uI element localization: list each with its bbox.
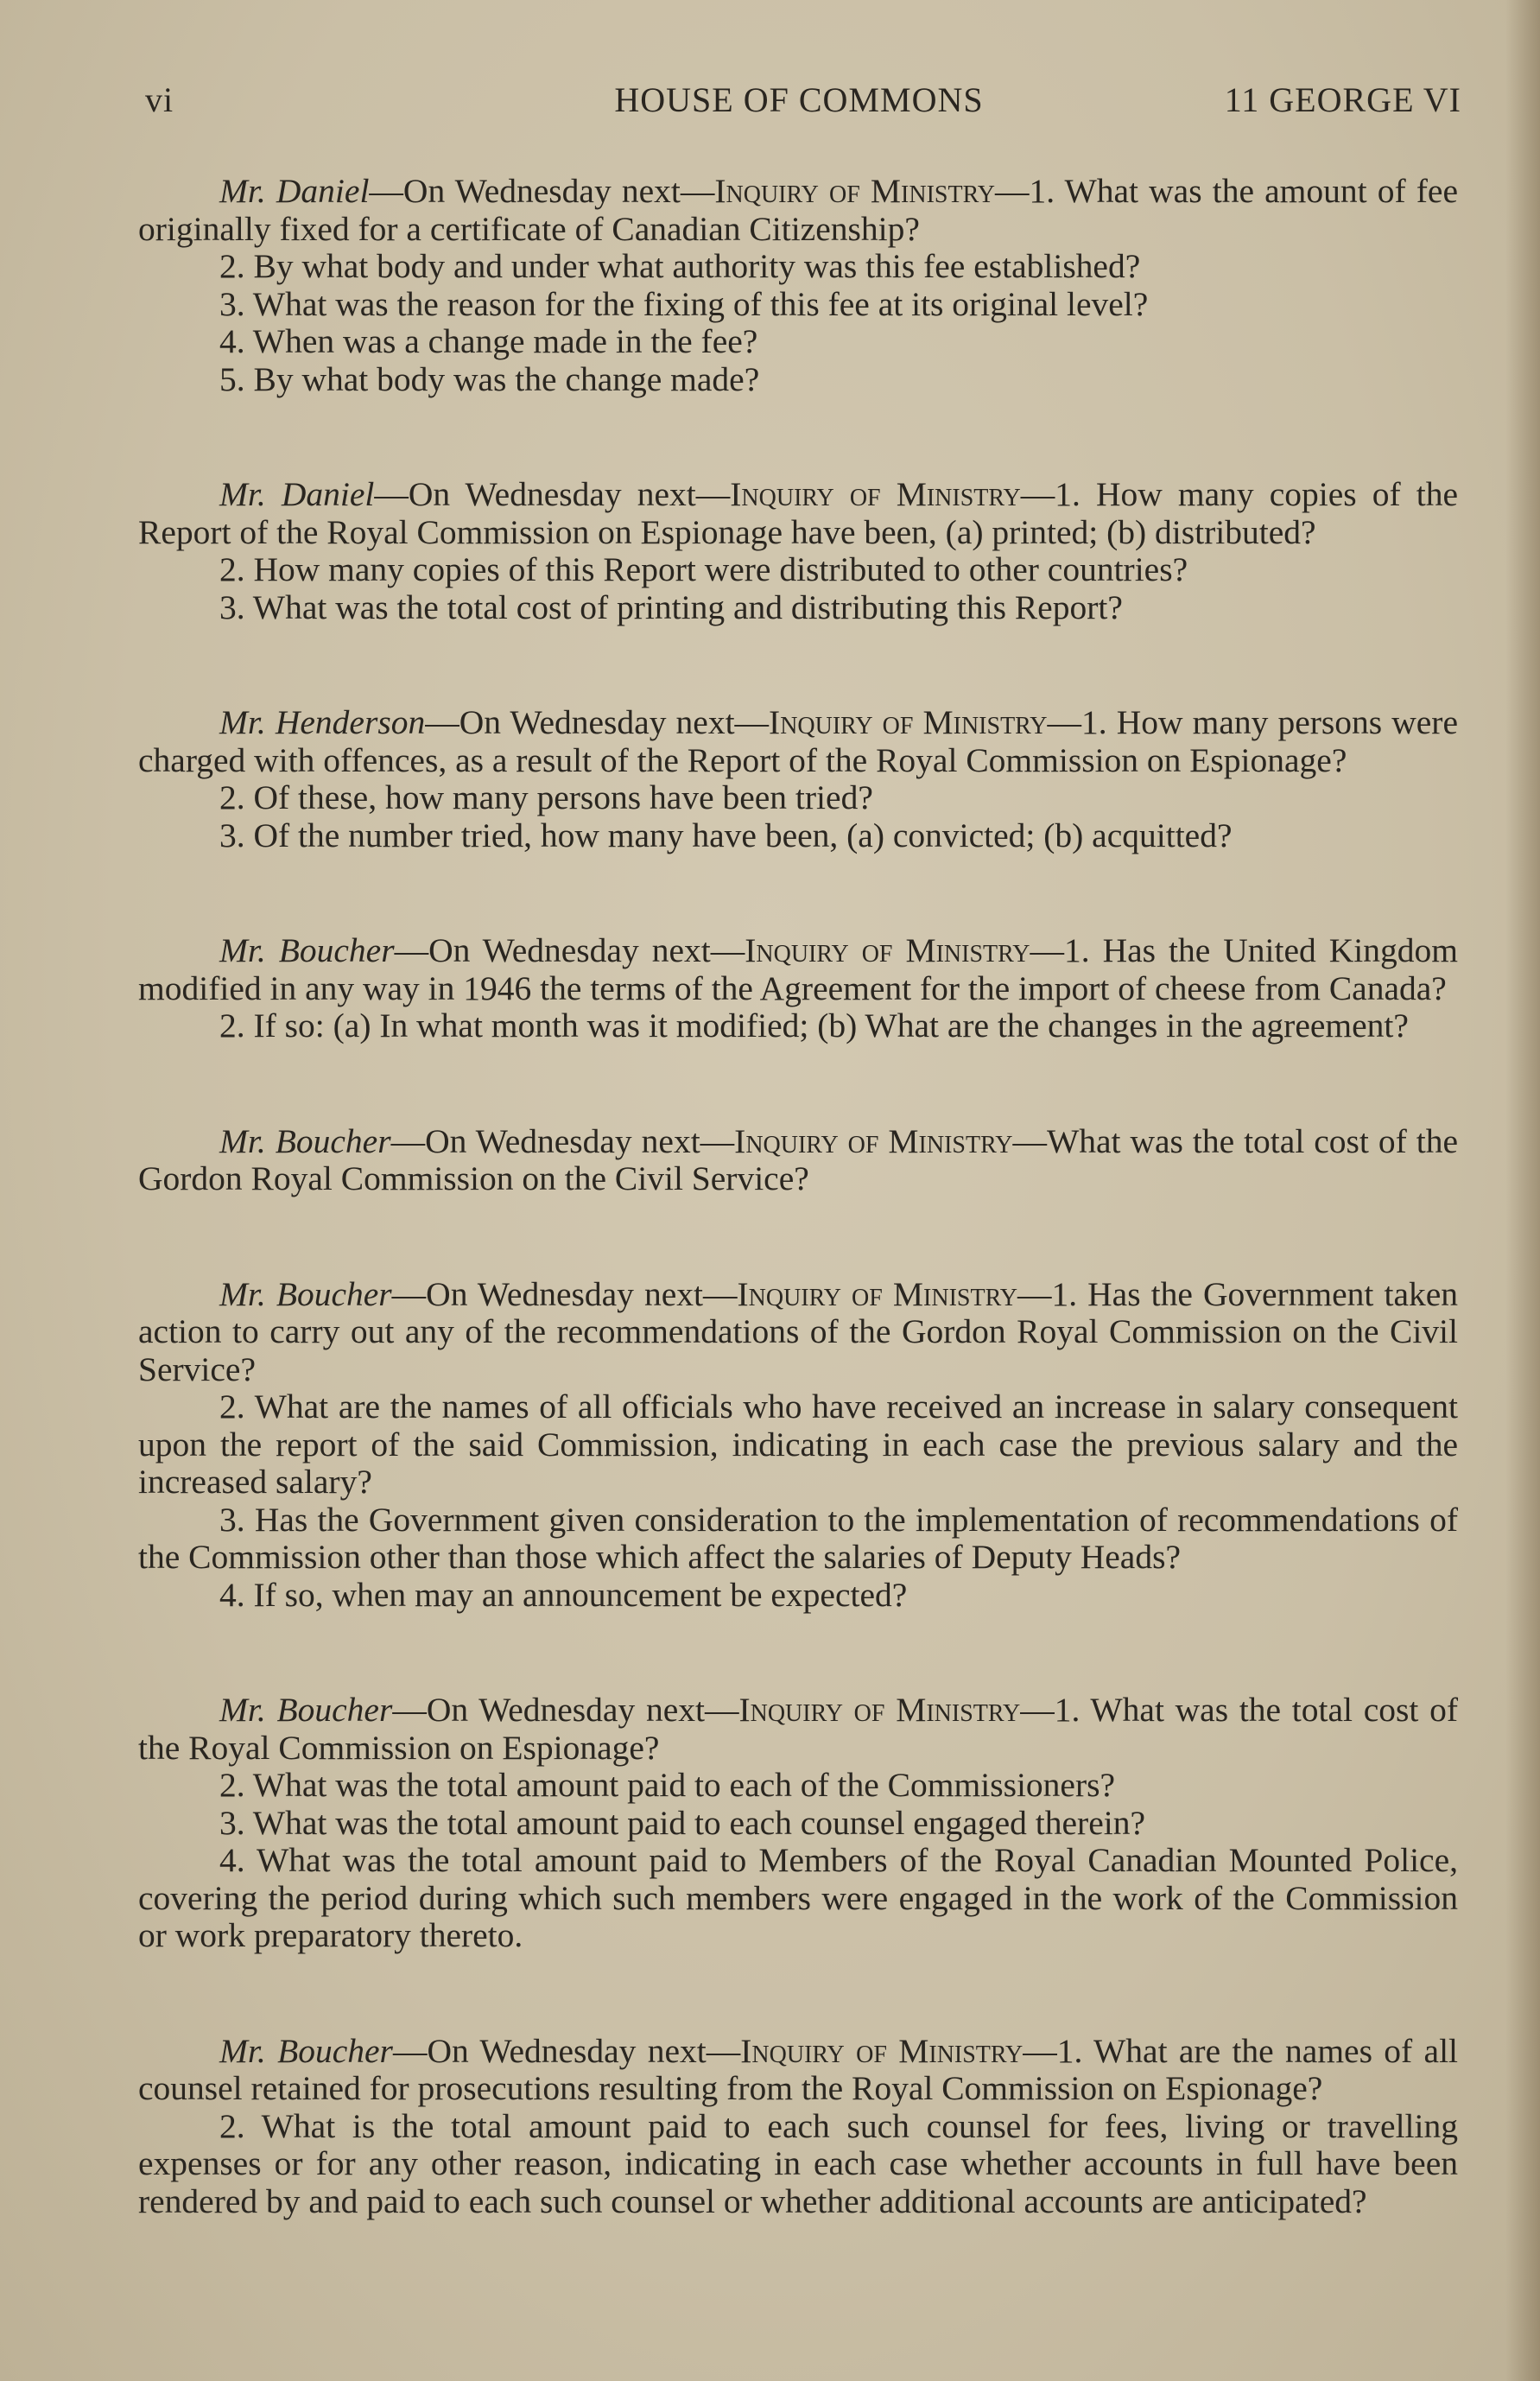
member-name: Mr. Boucher bbox=[219, 1691, 393, 1729]
question-date: On Wednesday next— bbox=[459, 703, 770, 741]
member-dash: — bbox=[369, 172, 403, 210]
running-header bbox=[145, 79, 1461, 131]
inquiry-heading: Inquiry of Ministry bbox=[737, 1274, 1017, 1313]
question-text: —1. Has the Government taken action to carry out any of the recommendations of the Gordon Royal Commission on the Civil Service? bbox=[138, 1274, 1459, 1388]
sub-question: 5. By what body was the change made? bbox=[219, 359, 760, 398]
member-dash: — bbox=[392, 2031, 428, 2070]
sub-question: 2. What is the total amount paid to each such counsel for fees, living or travelling expenses or for any other reason, indicating in each case whether accounts in full have been rendered by and paid to each such counsel or whether additional accounts are anticipated? bbox=[138, 2106, 1458, 2220]
member-dash: — bbox=[391, 1274, 427, 1313]
question-text: —1. What are the names of all counsel retained for prosecutions resulting from the Royal Commission on Espionage? bbox=[138, 2031, 1459, 2107]
question-entry bbox=[138, 2033, 1458, 2221]
question-date: On Wednesday next— bbox=[426, 1274, 738, 1313]
question-lead bbox=[138, 173, 1458, 248]
member-name: Mr. Daniel bbox=[219, 475, 375, 513]
member-dash: — bbox=[392, 1691, 427, 1729]
regnal-year: 11 GEORGE VI bbox=[1224, 80, 1461, 119]
inquiry-heading: Inquiry of Ministry bbox=[734, 1121, 1013, 1160]
question-date: On Wednesday next— bbox=[408, 475, 731, 513]
question-text: —1. How many copies of the Report of the Royal Commission on Espionage have been, (a) printed; (b) distributed? bbox=[138, 475, 1458, 551]
question-date: On Wednesday next— bbox=[428, 931, 745, 969]
member-dash: — bbox=[425, 703, 459, 741]
question-date: On Wednesday next— bbox=[402, 172, 715, 210]
questions-list bbox=[138, 173, 1458, 2298]
question-text: —1. What was the amount of fee originally fixed for a certificate of Canadian Citizenship? bbox=[138, 172, 1458, 248]
header-title: HOUSE OF COMMONS bbox=[614, 80, 984, 119]
question-text: —1. Has the United Kingdom modified in any way in 1946 the terms of the Agreement for the import of cheese from Canada? bbox=[138, 931, 1458, 1007]
sub-question: 3. What was the total amount paid to each counsel engaged therein? bbox=[219, 1803, 1145, 1842]
question-date: On Wednesday next— bbox=[427, 2031, 741, 2070]
sub-question: 3. Of the number tried, how many have been, (a) convicted; (b) acquitted? bbox=[219, 816, 1233, 854]
member-name: Mr. Henderson bbox=[219, 703, 426, 741]
inquiry-heading: Inquiry of Ministry bbox=[738, 1691, 1021, 1729]
question-entry bbox=[138, 476, 1458, 626]
inquiry-heading: Inquiry of Ministry bbox=[745, 931, 1030, 969]
sub-question: 4. If so, when may an announcement be expected? bbox=[219, 1575, 908, 1614]
sub-question: 3. What was the total cost of printing and distributing this Report? bbox=[219, 587, 1123, 626]
question-entry bbox=[138, 1123, 1458, 1198]
inquiry-heading: Inquiry of Ministry bbox=[730, 475, 1021, 513]
question-text: —1. What was the total cost of the Royal Commission on Espionage? bbox=[138, 1691, 1459, 1767]
question-entry bbox=[138, 173, 1458, 398]
member-name: Mr. Boucher bbox=[219, 1274, 392, 1313]
question-date: On Wednesday next— bbox=[426, 1691, 739, 1729]
member-name: Mr. Daniel bbox=[219, 172, 370, 210]
inquiry-heading: Inquiry of Ministry bbox=[769, 703, 1048, 741]
member-dash: — bbox=[390, 1121, 426, 1160]
question-lead bbox=[138, 1276, 1458, 1389]
question-lead bbox=[138, 1692, 1458, 1767]
member-name: Mr. Boucher bbox=[219, 1121, 391, 1160]
question-lead bbox=[138, 932, 1458, 1007]
question-text: —1. How many persons were charged with offences, as a result of the Report of the Royal Commission on Espionage? bbox=[138, 703, 1458, 779]
question-entry bbox=[138, 1276, 1458, 1615]
question-lead bbox=[138, 704, 1458, 779]
sub-question: 2. By what body and under what authority was this fee established? bbox=[219, 247, 1141, 285]
question-entry bbox=[138, 1692, 1458, 1955]
question-lead bbox=[138, 1123, 1458, 1198]
sub-question: 3. What was the reason for the fixing of this fee at its original level? bbox=[219, 284, 1149, 323]
member-name: Mr. Boucher bbox=[219, 931, 395, 969]
page-number: vi bbox=[145, 80, 174, 119]
sub-question: 3. Has the Government given consideration to the implementation of recommendations of the Commission other than those which affect the salaries of Deputy Heads? bbox=[138, 1500, 1458, 1576]
inquiry-heading: Inquiry of Ministry bbox=[740, 2031, 1023, 2070]
question-entry bbox=[138, 704, 1458, 854]
member-dash: — bbox=[374, 475, 409, 513]
question-date: On Wednesday next— bbox=[425, 1121, 735, 1160]
member-name: Mr. Boucher bbox=[219, 2031, 393, 2070]
sub-question: 2. How many copies of this Report were distributed to other countries? bbox=[219, 550, 1188, 588]
sub-question: 4. What was the total amount paid to Members of the Royal Canadian Mounted Police, covering the period during which such members were engaged in the work of the Commission or work preparatory thereto. bbox=[138, 1841, 1458, 1954]
question-lead bbox=[138, 2033, 1458, 2108]
question-lead bbox=[138, 476, 1458, 551]
sub-question: 2. If so: (a) In what month was it modified; (b) What are the changes in the agreement? bbox=[219, 1006, 1409, 1044]
page-edge-shadow bbox=[1505, 0, 1540, 2381]
member-dash: — bbox=[394, 931, 429, 969]
question-text: —What was the total cost of the Gordon Royal Commission on the Civil Service? bbox=[138, 1121, 1459, 1197]
sub-question: 4. When was a change made in the fee? bbox=[219, 322, 758, 360]
inquiry-heading: Inquiry of Ministry bbox=[714, 172, 995, 210]
sub-question: 2. What are the names of all officials who have received an increase in salary consequent upon the report of the said Commission, indicating in each case the previous salary and the increased salary? bbox=[138, 1387, 1458, 1501]
sub-question: 2. Of these, how many persons have been tried? bbox=[219, 778, 873, 816]
sub-question: 2. What was the total amount paid to each of the Commissioners? bbox=[219, 1766, 1116, 1804]
question-entry bbox=[138, 932, 1458, 1045]
